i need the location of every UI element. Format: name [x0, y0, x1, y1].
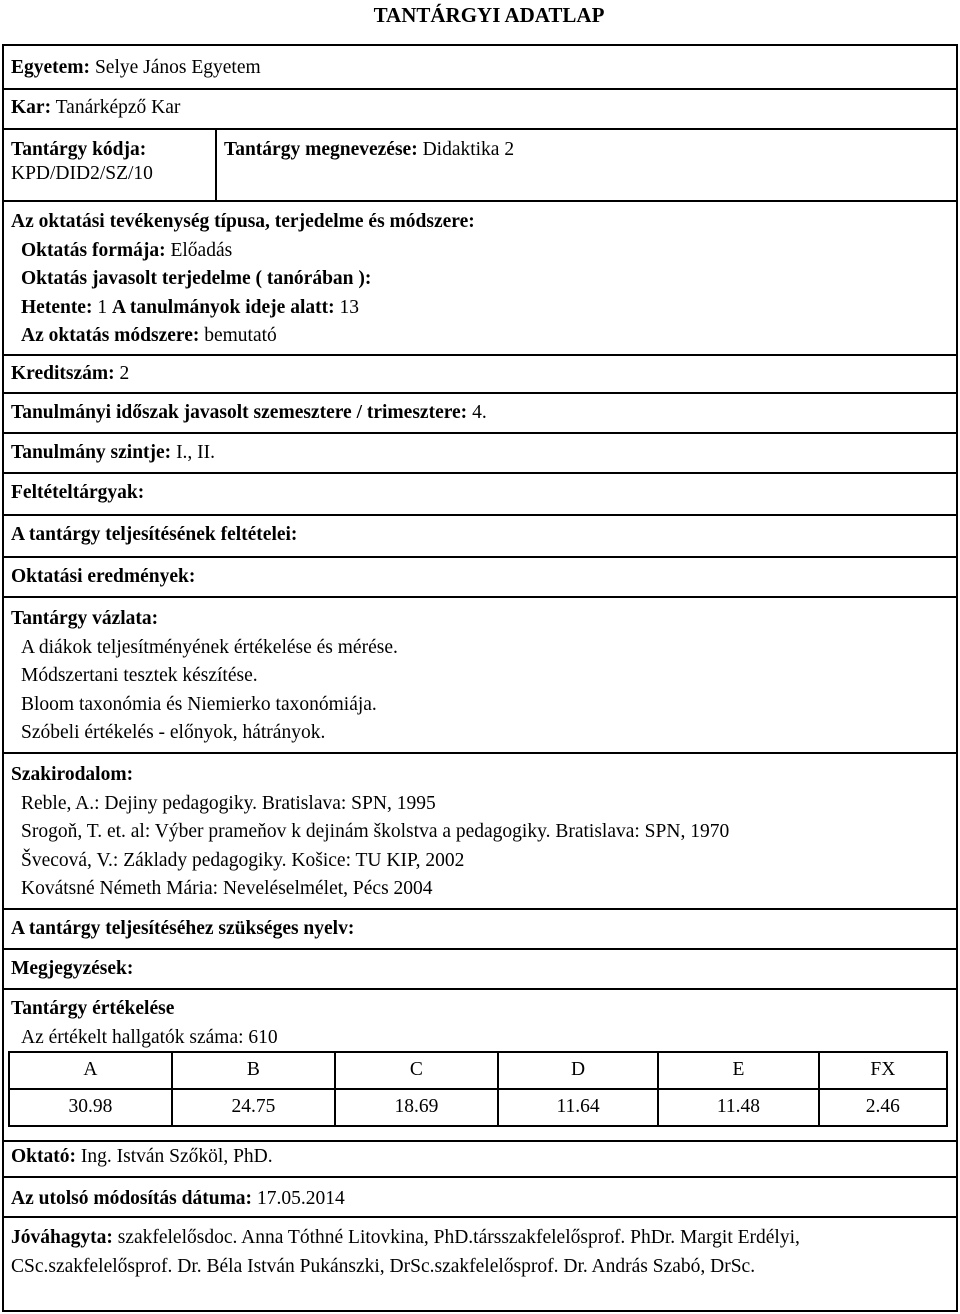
method-value: bemutató — [204, 325, 277, 346]
grade-cell: A — [9, 1052, 172, 1089]
literature-item: Srogoň, T. et. al: Výber prameňov k dejinám školstva a pedagogiky. Bratislava: SPN, 1970 — [21, 821, 730, 842]
percent-cell: 24.75 — [172, 1089, 335, 1126]
percent-cell: 2.46 — [819, 1089, 947, 1126]
university-label: Egyetem: — [11, 57, 91, 78]
approved-label: Jóváhagyta: — [11, 1227, 113, 1248]
literature-item: Kovátsné Németh Mária: Neveléselmélet, Pécs 2004 — [21, 878, 433, 899]
activity-row — [4, 200, 956, 346]
approved-row — [4, 1216, 956, 1277]
teacher-value: Ing. István Szőköl, PhD. — [80, 1146, 273, 1167]
literature-label: Szakirodalom: — [11, 764, 134, 785]
course-code-label: Tantárgy kódja: — [11, 139, 147, 160]
modified-value: 17.05.2014 — [256, 1188, 345, 1209]
semester-row — [4, 392, 956, 423]
credits-value: 2 — [119, 363, 130, 384]
method-label: Az oktatás módszere: — [21, 325, 200, 346]
prerequisites-row — [4, 472, 956, 503]
literature-row — [4, 752, 956, 899]
weekly-label: Hetente: — [21, 296, 93, 318]
total-label: A tanulmányok ideje alatt: — [111, 296, 335, 318]
outline-item: A diákok teljesítményének értékelése és mérése. — [21, 636, 398, 658]
evaluated-students: Az értékelt hallgatók száma: 610 — [21, 1026, 278, 1048]
course-name-label: Tantárgy megnevezése: — [224, 139, 418, 160]
teacher-row — [4, 1140, 956, 1167]
percent-cell: 11.48 — [658, 1089, 818, 1126]
modified-label: Az utolsó módosítás dátuma: — [11, 1188, 253, 1209]
code-name-divider — [215, 130, 217, 202]
credits-label: Kreditszám: — [11, 363, 115, 384]
faculty-row — [4, 88, 956, 118]
grade-header-row — [9, 1052, 947, 1089]
level-row — [4, 432, 956, 463]
language-row — [4, 908, 956, 939]
semester-label: Tanulmányi időszak javasolt szemesztere / trimesztere: — [11, 402, 468, 423]
outline-item: Szóbeli értékelés - előnyok, hátrányok. — [21, 722, 326, 743]
language-label: A tantárgy teljesítéséhez szükséges nyelv: — [11, 918, 355, 939]
grade-cell: B — [172, 1052, 335, 1089]
percent-cell: 30.98 — [9, 1089, 172, 1126]
conditions-row — [4, 514, 956, 545]
notes-row — [4, 948, 956, 979]
credits-row — [4, 354, 956, 384]
form-label: Oktatás formája: — [21, 239, 166, 261]
approved-value: szakfelelősdoc. Anna Tóthné Litovkina, PhD.társszakfelelősprof. PhDr. Margit Erdélyi, CSc.szakfelelősprof. Dr. Béla István Pukánszki, DrSc.szakfelelősprof. Dr. András Szabó, DrSc. — [11, 1227, 800, 1277]
evaluation-label: Tantárgy értékelése — [11, 998, 175, 1019]
faculty-value: Tanárképző Kar — [55, 97, 181, 118]
scope-label: Oktatás javasolt terjedelme ( tanórában ): — [21, 268, 372, 289]
outcomes-label: Oktatási eredmények: — [11, 566, 196, 587]
grade-cell: FX — [819, 1052, 947, 1089]
level-label: Tanulmány szintje: — [11, 442, 172, 463]
grade-distribution-table — [8, 1051, 948, 1127]
outcomes-row — [4, 556, 956, 587]
teacher-label: Oktató: — [11, 1146, 76, 1167]
course-name-value: Didaktika 2 — [422, 139, 515, 160]
outline-item: Módszertani tesztek készítése. — [21, 665, 258, 686]
grade-cell: D — [498, 1052, 658, 1089]
semester-value: 4. — [472, 402, 487, 423]
weekly-value: 1 — [97, 296, 108, 318]
modified-row — [4, 1176, 956, 1209]
evaluation-row — [4, 988, 956, 1048]
percent-cell: 18.69 — [335, 1089, 498, 1126]
conditions-label: A tantárgy teljesítésének feltételei: — [11, 524, 298, 545]
prerequisites-label: Feltételtárgyak: — [11, 482, 145, 503]
notes-label: Megjegyzések: — [11, 958, 134, 979]
university-value: Selye János Egyetem — [94, 57, 261, 78]
grade-cell: E — [658, 1052, 818, 1089]
course-id-row — [4, 128, 956, 185]
percent-cell: 11.64 — [498, 1089, 658, 1126]
level-value: I., II. — [176, 442, 216, 463]
form-value: Előadás — [170, 239, 233, 261]
faculty-label: Kar: — [11, 97, 52, 118]
university-row — [11, 56, 950, 80]
document-title: TANTÁRGYI ADATLAP — [373, 3, 605, 27]
total-value: 13 — [339, 296, 359, 318]
outline-row — [4, 596, 956, 743]
activity-heading: Az oktatási tevékenység típusa, terjedelme és módszere: — [11, 211, 475, 232]
literature-item: Reble, A.: Dejiny pedagogiky. Bratislava: SPN, 1995 — [21, 792, 436, 814]
outline-label: Tantárgy vázlata: — [11, 608, 159, 629]
grade-cell: C — [335, 1052, 498, 1089]
course-code-value: KPD/DID2/SZ/10 — [11, 163, 153, 185]
literature-item: Švecová, V.: Základy pedagogiky. Košice: TU KIP, 2002 — [21, 849, 465, 871]
outline-item: Bloom taxonómia és Niemierko taxonómiája. — [21, 693, 377, 715]
grade-percent-row — [9, 1089, 947, 1126]
